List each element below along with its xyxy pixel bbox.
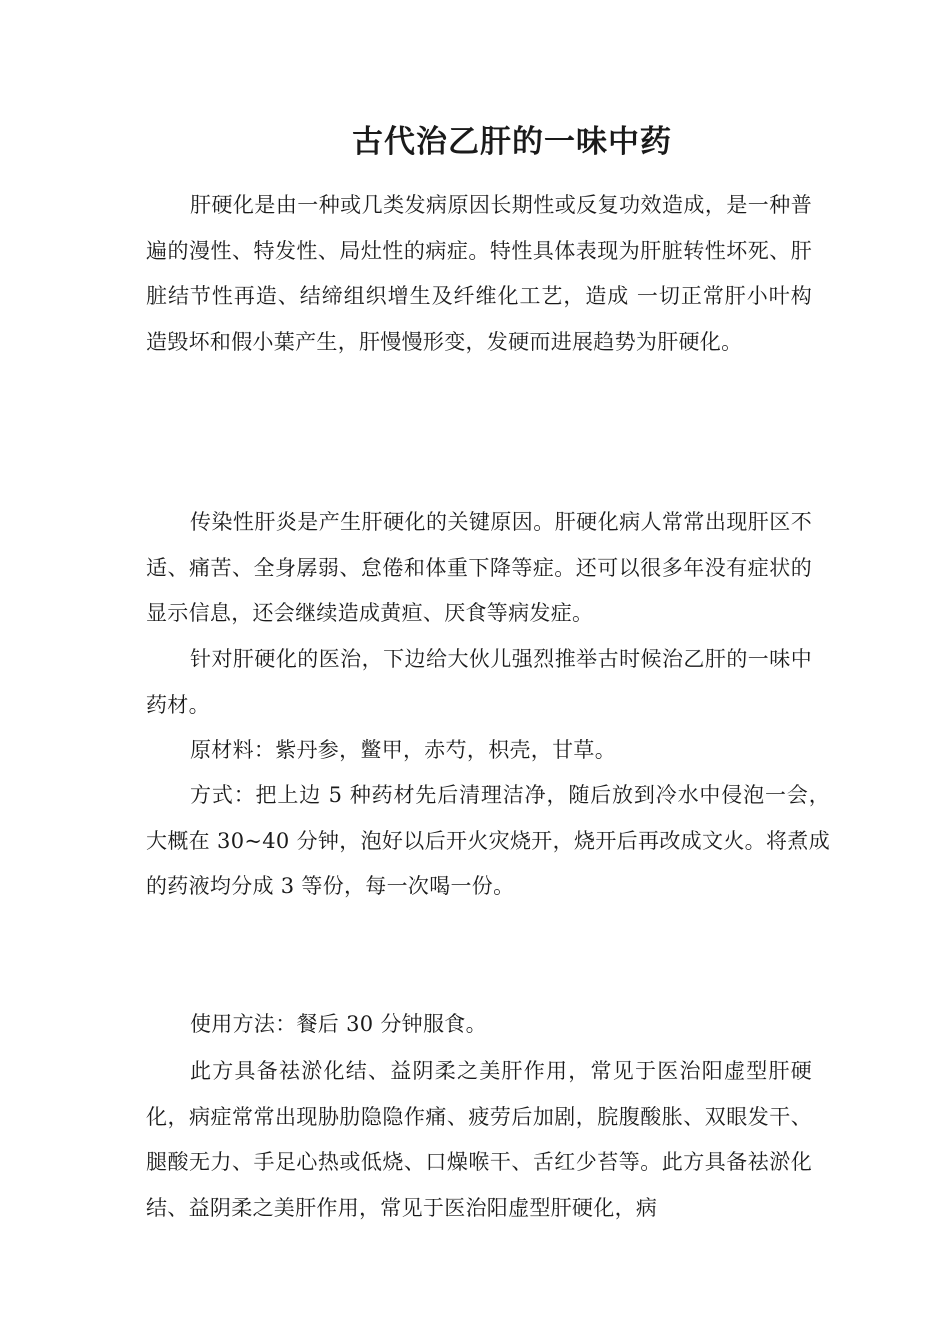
paragraph-treatment-intro: 针对肝硬化的医治，下边给大伙儿强烈推举古时候治乙肝的一味中药材。 <box>146 647 812 717</box>
paragraph-method: 方式：把上边 5 种药材先后清理洁净，随后放到冷水中侵泡一会，大概在 30~40 分钟，泡好以后开火灾烧开，烧开后再改成文火。将煮成的药液均分成 3 等份，每一次喝一份。 <box>146 783 830 898</box>
paragraph-usage: 使用方法：餐后 30 分钟服食。 <box>190 1012 487 1036</box>
paragraph-effects: 此方具备祛淤化结、益阴柔之美肝作用，常见于医治阳虚型肝硬化，病症常常出现胁肋隐隐作痛、疲劳后加剧，脘腹酸胀、双眼发干、腿酸无力、手足心热或低烧、口燥喉干、舌红少苔等。此方具备祛淤化结、益阴柔之美肝作用，常见于医治阳虚型肝硬化，病 <box>146 1059 812 1220</box>
paragraph-ingredients: 原材料：紫丹参，鳖甲，赤芍，枳壳，甘草。 <box>190 738 616 762</box>
paragraph-hepatitis-cause: 传染性肝炎是产生肝硬化的关键原因。肝硬化病人常常出现肝区不适、痛苦、全身孱弱、怠倦和体重下降等症。还可以很多年没有症状的显示信息，还会继续造成黄疸、厌食等病发症。 <box>146 510 812 625</box>
document-title: 古代治乙肝的一味中药 <box>352 124 672 160</box>
paragraph-cirrhosis-definition: 肝硬化是由一种或几类发病原因长期性或反复功效造成，是一种普遍的漫性、特发性、局灶性的病症。特性具体表现为肝脏转性坏死、肝脏结节性再造、结缔组织增生及纤维化工艺，造成 一切正常肝小叶构造毁坏和假小葉产生，肝慢慢形变，发硬而进展趋势为肝硬化。 <box>146 193 812 354</box>
